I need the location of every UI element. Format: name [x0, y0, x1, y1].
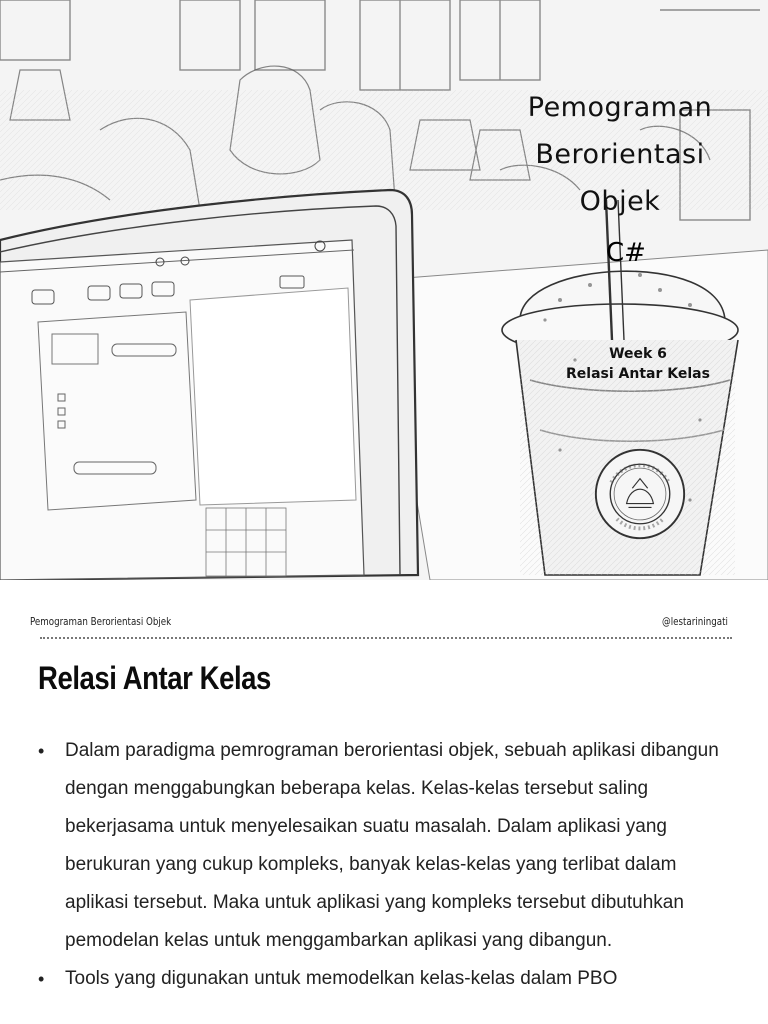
author-handle: @lestariningati [662, 615, 728, 628]
dotted-divider [40, 637, 732, 639]
cover-title-line-3: Objek [579, 186, 661, 217]
cover-subtitle [548, 344, 728, 384]
cover-week: Week 6 [609, 346, 667, 362]
cover-title [500, 84, 740, 225]
slide-header [30, 615, 728, 631]
cover-topic: Relasi Antar Kelas [566, 366, 710, 382]
cover-title-line-2: Berorientasi [535, 139, 705, 170]
bullet-item: • Tools yang digunakan untuk memodelkan kelas-kelas dalam PBO [38, 960, 728, 998]
cover-title-line-1: Pemograman [527, 92, 713, 123]
bullet-item: • Dalam paradigma pemrograman berorientasi objek, sebuah aplikasi dibangun dengan menggabungkan beberapa kelas. Kelas-kelas tersebut saling bekerjasama untuk menyelesaikan suatu masalah. Dalam aplikasi yang berukuran yang cukup kompleks, banyak kelas-kelas yang terlibat dalam aplikasi tersebut. Maka untuk aplikasi yang kompleks tersebut dibutuhkan pemodelan kelas untuk menggambarkan aplikasi yang dibangun. [38, 732, 728, 960]
unikom-seal-icon [592, 446, 688, 542]
cover-language: C# [606, 238, 646, 268]
content-slide [0, 580, 768, 1024]
course-name: Pemograman Berorientasi Objek [30, 615, 172, 628]
page-title: Relasi Antar Kelas [38, 660, 271, 696]
bullet-list [38, 732, 728, 998]
